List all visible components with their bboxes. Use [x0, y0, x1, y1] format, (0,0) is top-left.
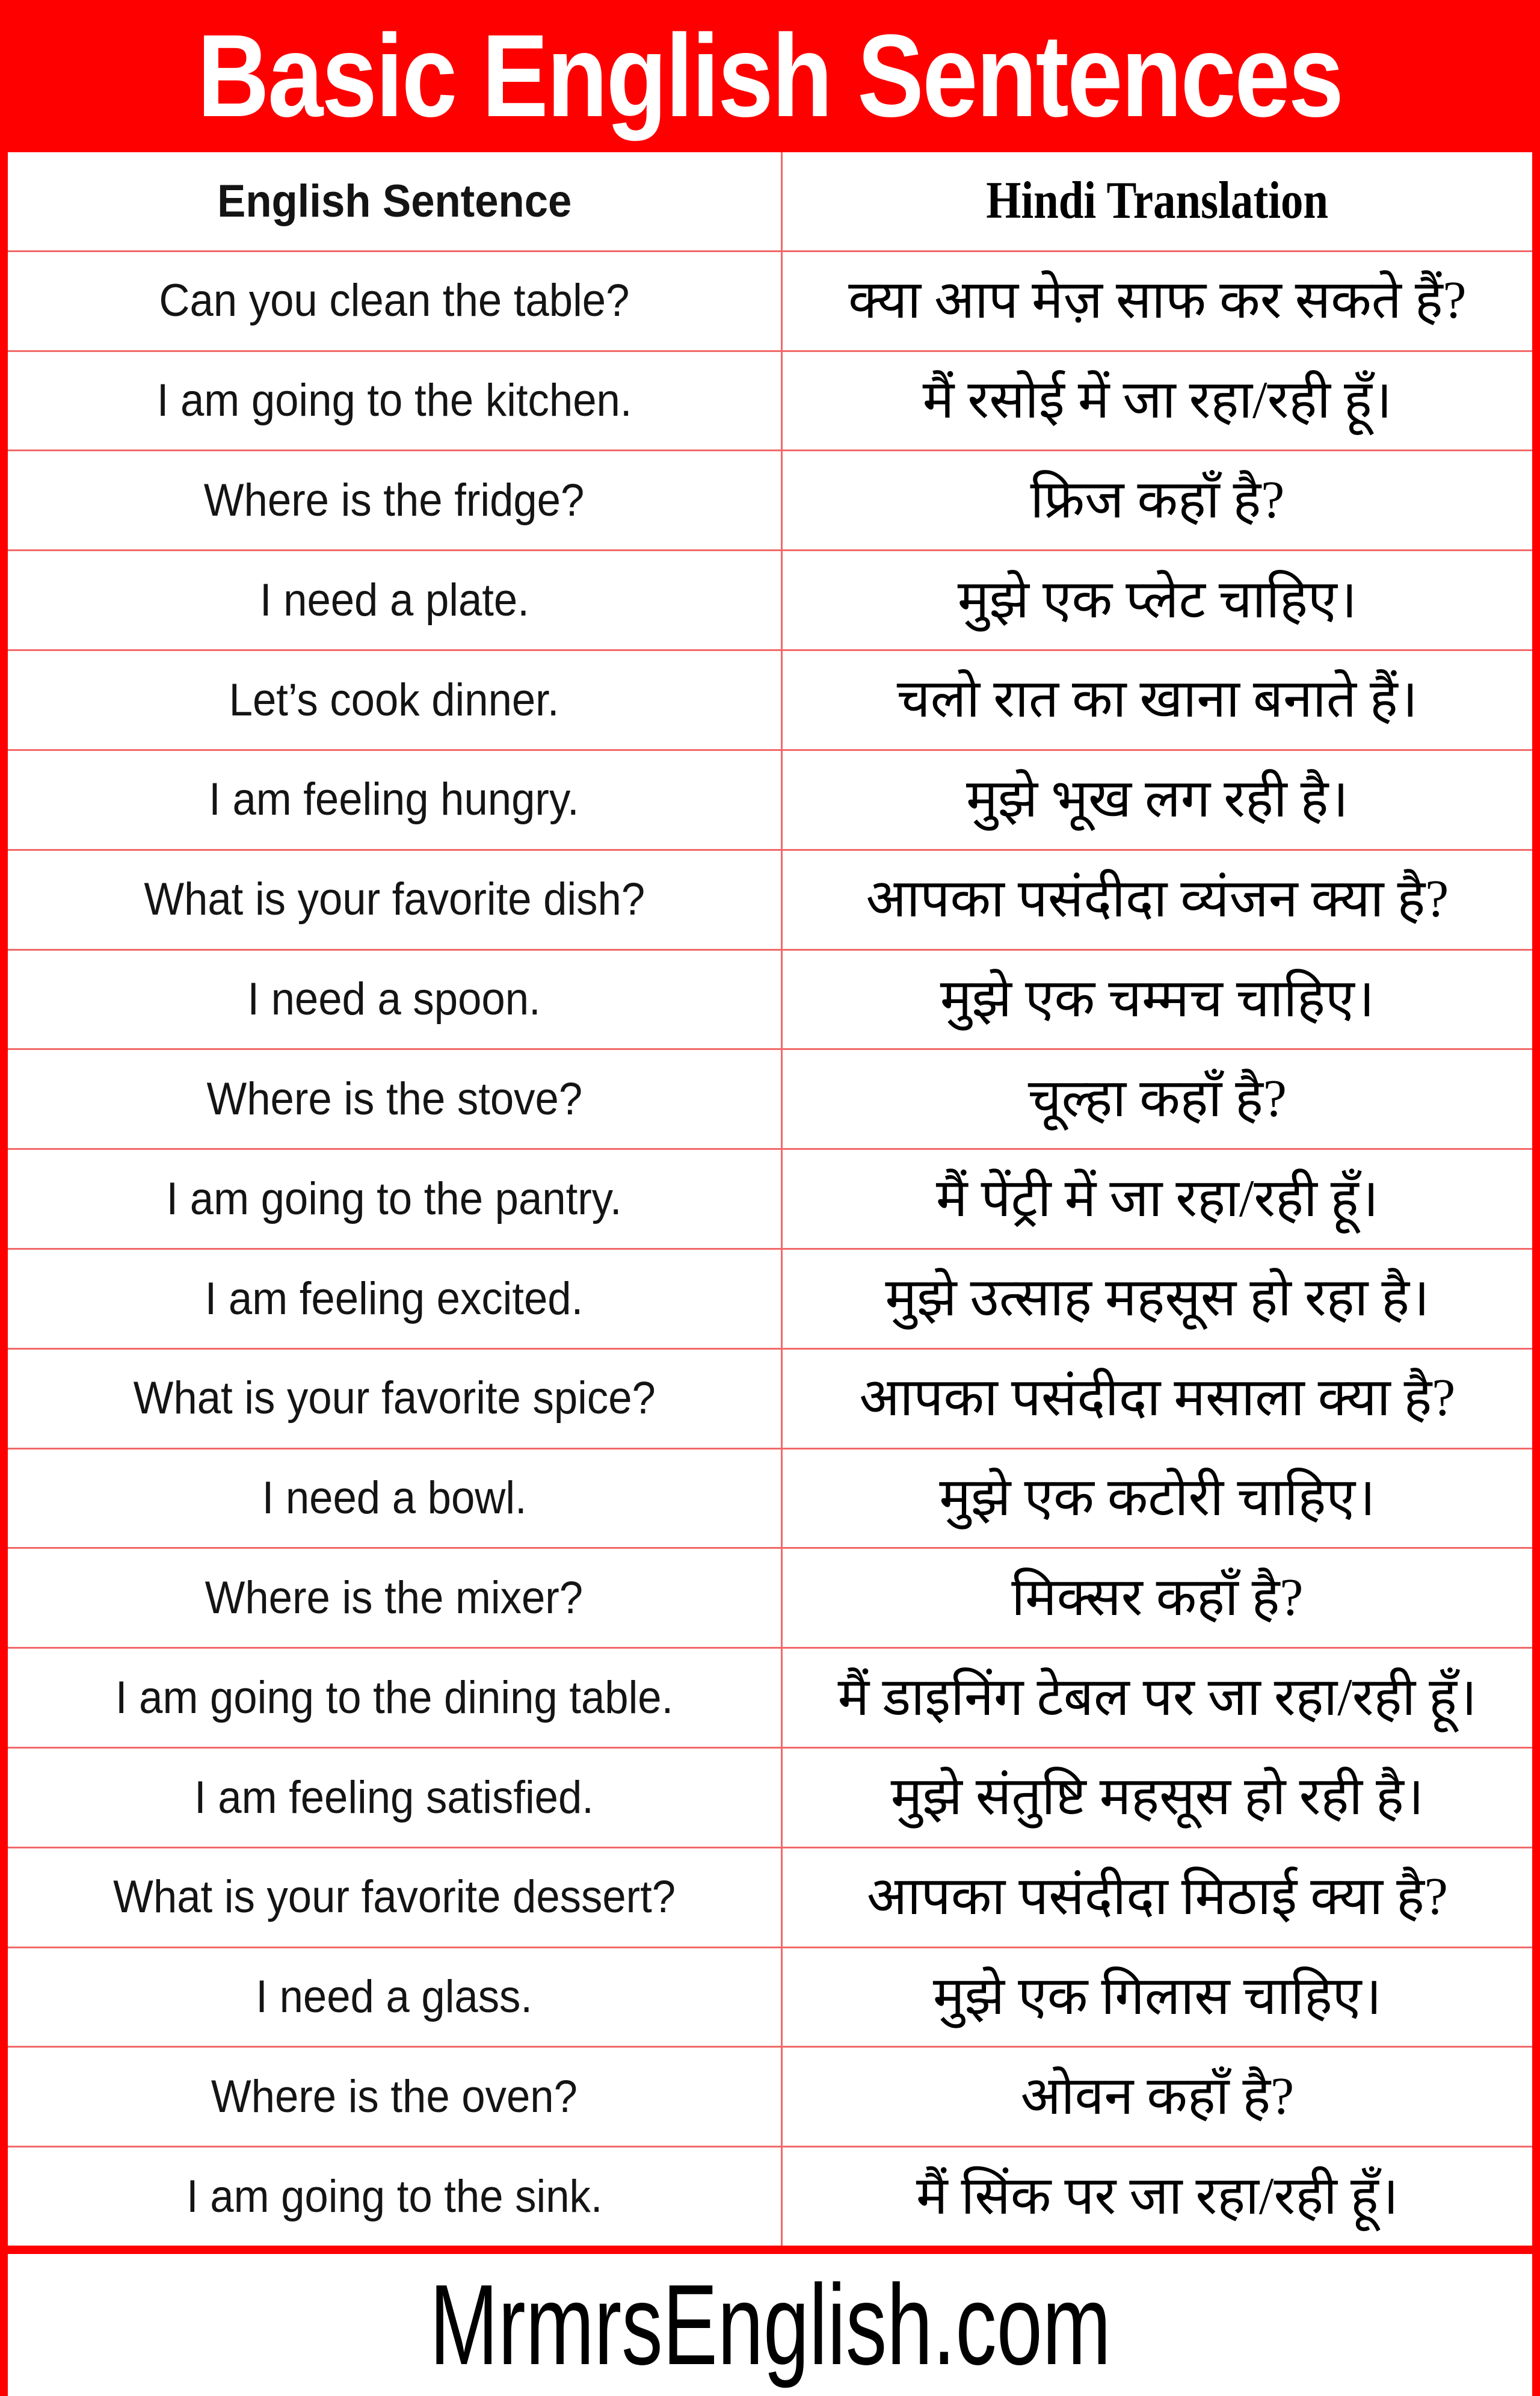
hindi-translation: मुझे भूख लग रही है।	[966, 770, 1349, 829]
hindi-translation-cell	[781, 951, 1532, 1049]
table-header-row	[8, 152, 1532, 252]
column-header-hindi-label: Hindi Translation	[986, 171, 1329, 230]
table-row	[8, 751, 1532, 851]
hindi-translation: मिक्सर कहाँ है?	[1011, 1568, 1304, 1627]
english-sentence-cell	[8, 1150, 781, 1248]
hindi-translation-cell	[781, 1050, 1532, 1148]
hindi-translation: मैं पेंट्री में जा रहा/रही हूँ।	[935, 1169, 1379, 1228]
english-sentence-cell	[8, 1848, 781, 1947]
hindi-translation-cell	[781, 551, 1532, 649]
table-row	[8, 1450, 1532, 1549]
english-sentence: I am going to the kitchen.	[156, 375, 632, 427]
english-sentence-cell	[8, 1450, 781, 1548]
english-sentence-cell	[8, 1948, 781, 2046]
table-row	[8, 851, 1532, 951]
table-row	[8, 352, 1532, 452]
hindi-translation: मैं सिंक पर जा रहा/रही हूँ।	[916, 2167, 1399, 2226]
english-sentence: I am feeling hungry.	[209, 774, 580, 826]
translation-table	[8, 152, 1532, 2246]
english-sentence: I need a glass.	[256, 1971, 533, 2023]
hindi-translation: चलो रात का खाना बनाते हैं।	[896, 670, 1418, 729]
hindi-translation-cell	[781, 2147, 1532, 2246]
english-sentence-cell	[8, 1050, 781, 1148]
hindi-translation-cell	[781, 1350, 1532, 1448]
hindi-translation-cell	[781, 651, 1532, 749]
table-row	[8, 1150, 1532, 1250]
table-row	[8, 1250, 1532, 1350]
english-sentence: I am going to the pantry.	[166, 1173, 622, 1224]
english-sentence: I need a plate.	[259, 574, 529, 626]
hindi-translation-cell	[781, 1250, 1532, 1348]
hindi-translation: फ्रिज कहाँ है?	[1030, 471, 1285, 530]
table-row	[8, 1848, 1532, 1948]
hindi-translation: क्या आप मेज़ साफ कर सकते हैं?	[848, 271, 1467, 330]
hindi-translation-cell	[781, 1848, 1532, 1947]
hindi-translation-cell	[781, 1749, 1532, 1847]
title-banner	[8, 0, 1532, 152]
english-sentence: Where is the stove?	[206, 1073, 582, 1125]
english-sentence-cell	[8, 2048, 781, 2146]
english-sentence-cell	[8, 751, 781, 849]
hindi-translation: मुझे संतुष्टि महसूस हो रही है।	[890, 1768, 1424, 1827]
table-row	[8, 951, 1532, 1051]
hindi-translation: मैं डाइनिंग टेबल पर जा रहा/रही हूँ।	[837, 1668, 1477, 1727]
red-divider-bar	[8, 2246, 1532, 2254]
english-sentence-cell	[8, 2147, 781, 2246]
table-row	[8, 1050, 1532, 1150]
english-sentence-cell	[8, 851, 781, 949]
table-row	[8, 451, 1532, 551]
table-row	[8, 1749, 1532, 1848]
english-sentence-cell	[8, 651, 781, 749]
hindi-translation-cell	[781, 451, 1532, 549]
hindi-translation-cell	[781, 851, 1532, 949]
hindi-translation-cell	[781, 1150, 1532, 1248]
page-title: Basic English Sentences	[197, 10, 1343, 141]
hindi-translation-cell	[781, 252, 1532, 350]
hindi-translation-cell	[781, 1549, 1532, 1647]
hindi-translation-cell	[781, 1649, 1532, 1747]
column-header-english-label: English Sentence	[217, 175, 571, 227]
english-sentence-cell	[8, 252, 781, 350]
english-sentence: I am feeling excited.	[205, 1273, 584, 1324]
hindi-translation: आपका पसंदीदा मसाला क्या है?	[859, 1369, 1456, 1428]
table-row	[8, 1350, 1532, 1450]
website-text: MrmrsEnglish.com	[429, 2261, 1111, 2389]
english-sentence: I need a spoon.	[247, 974, 541, 1025]
footer	[8, 2254, 1532, 2396]
english-sentence: I need a bowl.	[262, 1472, 527, 1524]
english-sentence: What is your favorite dessert?	[112, 1871, 676, 1923]
english-sentence-cell	[8, 352, 781, 450]
hindi-translation-cell	[781, 352, 1532, 450]
table-row	[8, 651, 1532, 751]
english-sentence: Can you clean the table?	[159, 275, 630, 327]
hindi-translation: मुझे उत्साह महसूस हो रहा है।	[885, 1269, 1430, 1328]
hindi-translation-cell	[781, 1450, 1532, 1548]
table-row	[8, 1948, 1532, 2048]
table-row	[8, 2147, 1532, 2246]
english-sentence-cell	[8, 451, 781, 549]
english-sentence: I am going to the sink.	[186, 2170, 603, 2222]
hindi-translation: मुझे एक प्लेट चाहिए।	[957, 570, 1358, 629]
hindi-translation: मुझे एक गिलास चाहिए।	[932, 1968, 1382, 2027]
english-sentence-cell	[8, 1549, 781, 1647]
english-sentence: I am feeling satisfied.	[194, 1771, 594, 1823]
column-header-hindi	[781, 152, 1532, 250]
hindi-translation: मुझे एक चम्मच चाहिए।	[940, 969, 1375, 1028]
hindi-translation-cell	[781, 751, 1532, 849]
table-row	[8, 2048, 1532, 2147]
english-sentence-cell	[8, 1350, 781, 1448]
english-sentence-cell	[8, 1749, 781, 1847]
english-sentence: I am going to the dining table.	[115, 1672, 674, 1723]
english-sentence-cell	[8, 1649, 781, 1747]
hindi-translation: चूल्हा कहाँ है?	[1027, 1069, 1287, 1128]
hindi-translation-cell	[781, 1948, 1532, 2046]
english-sentence: Where is the fridge?	[204, 475, 585, 526]
english-sentence: What is your favorite dish?	[143, 874, 645, 925]
english-sentence: What is your favorite spice?	[133, 1372, 656, 1424]
english-sentence-cell	[8, 1250, 781, 1348]
table-row	[8, 1649, 1532, 1749]
english-sentence-cell	[8, 551, 781, 649]
english-sentence: Where is the mixer?	[205, 1572, 584, 1623]
hindi-translation: आपका पसंदीदा व्यंजन क्या है?	[866, 870, 1449, 929]
table-row	[8, 252, 1532, 352]
english-sentence: Let’s cook dinner.	[229, 674, 559, 726]
english-sentence: Where is the oven?	[211, 2071, 578, 2123]
table-row	[8, 551, 1532, 651]
column-header-english	[8, 152, 781, 250]
hindi-translation: मैं रसोई में जा रहा/रही हूँ।	[922, 371, 1393, 430]
table-row	[8, 1549, 1532, 1649]
hindi-translation: आपका पसंदीदा मिठाई क्या है?	[866, 1868, 1448, 1927]
english-sentence-cell	[8, 951, 781, 1049]
hindi-translation: मुझे एक कटोरी चाहिए।	[939, 1468, 1376, 1527]
hindi-translation: ओवन कहाँ है?	[1020, 2067, 1295, 2126]
hindi-translation-cell	[781, 2048, 1532, 2146]
